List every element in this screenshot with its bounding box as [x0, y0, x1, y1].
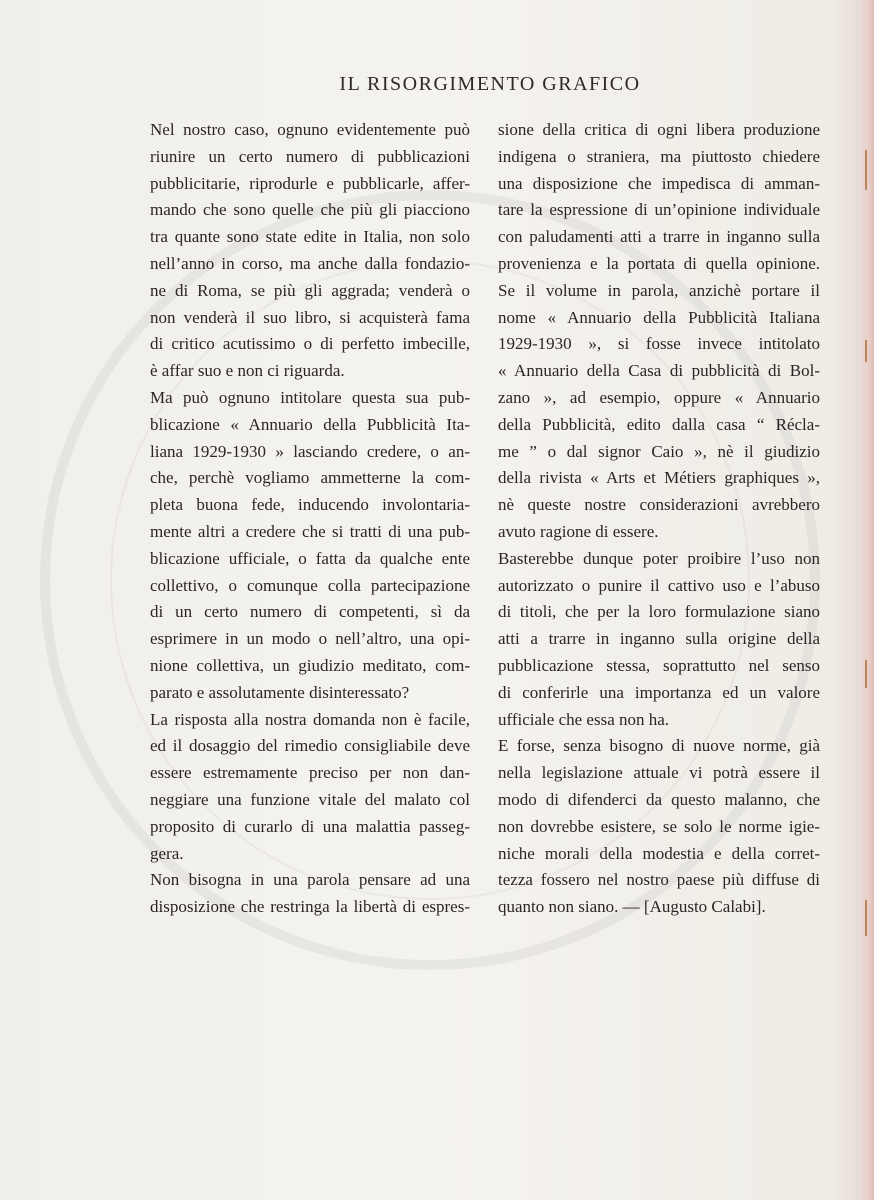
text-line: Basterebbe dunque poter proibire l’uso non [498, 548, 820, 568]
margin-mark [865, 660, 867, 688]
text-line: quanto non siano. — [Augusto Calabi]. [498, 897, 766, 917]
text-line: blicazione ufficiale, o fatta da qualche ente [150, 548, 470, 568]
text-line: di titoli, che per la loro formulazione siano [498, 602, 820, 622]
text-line: nome « Annuario della Pubblicità Italiana [498, 307, 820, 327]
text-line: pleta buona fede, inducendo involontaria- [150, 495, 470, 515]
text-line: riunire un certo numero di pubblicazioni [150, 146, 470, 166]
text-line: pubblicitarie, riprodurle e pubblicarle, affer- [150, 173, 470, 193]
text-line: che, perchè vogliamo ammetterne la com- [150, 468, 470, 488]
text-line: indigena o straniera, ma piuttosto chiedere [498, 146, 820, 166]
text-line: La risposta alla nostra domanda non è facile, [150, 709, 470, 729]
text-line: modo di difenderci da questo malanno, che [498, 789, 820, 809]
text-line: 1929-1930 », si fosse invece intitolato [498, 334, 820, 354]
text-line: Ma può ognuno intitolare questa sua pub- [150, 387, 470, 407]
text-line: blicazione « Annuario della Pubblicità Ita- [150, 414, 470, 434]
text-line: gera. [150, 843, 184, 863]
text-line: non venderà il suo libro, si acquisterà fama [150, 307, 470, 327]
text-line: nell’anno in corso, ma anche dalla fondazio- [150, 253, 470, 273]
text-line: ne di Roma, se più gli aggrada; venderà o [150, 280, 470, 300]
text-line: collettivo, o comunque colla partecipazione [150, 575, 470, 595]
text-line: di critico acutissimo o di perfetto imbecille, [150, 334, 470, 354]
text-line: una disposizione che impedisca di amman- [498, 173, 820, 193]
text-line: proposito di curarlo di una malattia passeg- [150, 816, 470, 836]
text-line: tra quante sono state edite in Italia, non solo [150, 227, 470, 247]
text-line: autorizzato o punire il cattivo uso e l’abuso [498, 575, 820, 595]
text-line: liana 1929-1930 » lasciando credere, o an- [150, 441, 470, 461]
text-line: essere estremamente preciso per non dan- [150, 763, 470, 783]
text-line: disposizione che restringa la libertà di espres- [150, 897, 470, 917]
text-line: tare la espressione di un’opinione individuale [498, 200, 820, 220]
text-line: di un certo numero di competenti, sì da [150, 602, 470, 622]
text-line: pubblicazione stessa, soprattutto nel senso [498, 655, 820, 675]
text-line: è affar suo e non ci riguarda. [150, 361, 345, 381]
text-line: E forse, senza bisogno di nuove norme, già [498, 736, 820, 756]
text-line: della Pubblicità, edito dalla casa “ Récla- [498, 414, 820, 434]
margin-mark [865, 900, 867, 936]
text-line: avuto ragione di essere. [498, 521, 659, 541]
margin-mark [865, 150, 867, 190]
text-line: nella legislazione attuale vi potrà essere il [498, 763, 820, 783]
text-line: sione della critica di ogni libera produzione [498, 120, 820, 139]
text-line: esprimere in un modo o nell’altro, una opi- [150, 629, 470, 649]
text-line: zano », ad esempio, oppure « Annuario [498, 387, 820, 407]
margin-mark [865, 340, 867, 362]
text-line: nione collettiva, un giudizio meditato, com- [150, 655, 470, 675]
text-line: tezza fossero nel nostro paese più diffuse di [498, 870, 820, 890]
text-line: ed il dosaggio del rimedio consigliabile deve [150, 736, 470, 756]
left-text-column [150, 117, 470, 921]
text-line: nè queste nostre considerazioni avrebbero [498, 495, 820, 515]
text-line: con paludamenti atti a trarre in inganno sulla [498, 227, 820, 247]
text-line: atti a trarre in inganno sulla origine della [498, 629, 820, 649]
text-line: mente altri a credere che si tratti di una pub- [150, 521, 470, 541]
text-line: non dovrebbe esistere, se solo le norme igie- [498, 816, 820, 836]
text-line: provenienza e la portata di quella opinione. [498, 253, 820, 273]
text-line: Non bisogna in una parola pensare ad una [150, 870, 470, 890]
page-edge [860, 0, 874, 1200]
text-line: della rivista « Arts et Métiers graphiques », [498, 468, 820, 488]
text-line: me ” o dal signor Caio », nè il giudizio [498, 441, 820, 461]
text-line: Nel nostro caso, ognuno evidentemente può [150, 120, 470, 139]
text-line: ufficiale che essa non ha. [498, 709, 670, 729]
right-text-column [498, 117, 820, 921]
running-head: IL RISORGIMENTO GRAFICO [339, 73, 641, 95]
text-line: di conferirle una importanza ed un valore [498, 682, 820, 702]
text-line: « Annuario della Casa di pubblicità di Bol- [498, 361, 820, 381]
text-line: niche morali della modestia e della corret- [498, 843, 820, 863]
text-line: parato e assolutamente disinteressato? [150, 682, 410, 702]
text-line: mando che sono quelle che più gli piacciono [150, 200, 470, 220]
text-line: neggiare una funzione vitale del malato col [150, 789, 470, 809]
text-line: Se il volume in parola, anzichè portare il [498, 280, 820, 300]
